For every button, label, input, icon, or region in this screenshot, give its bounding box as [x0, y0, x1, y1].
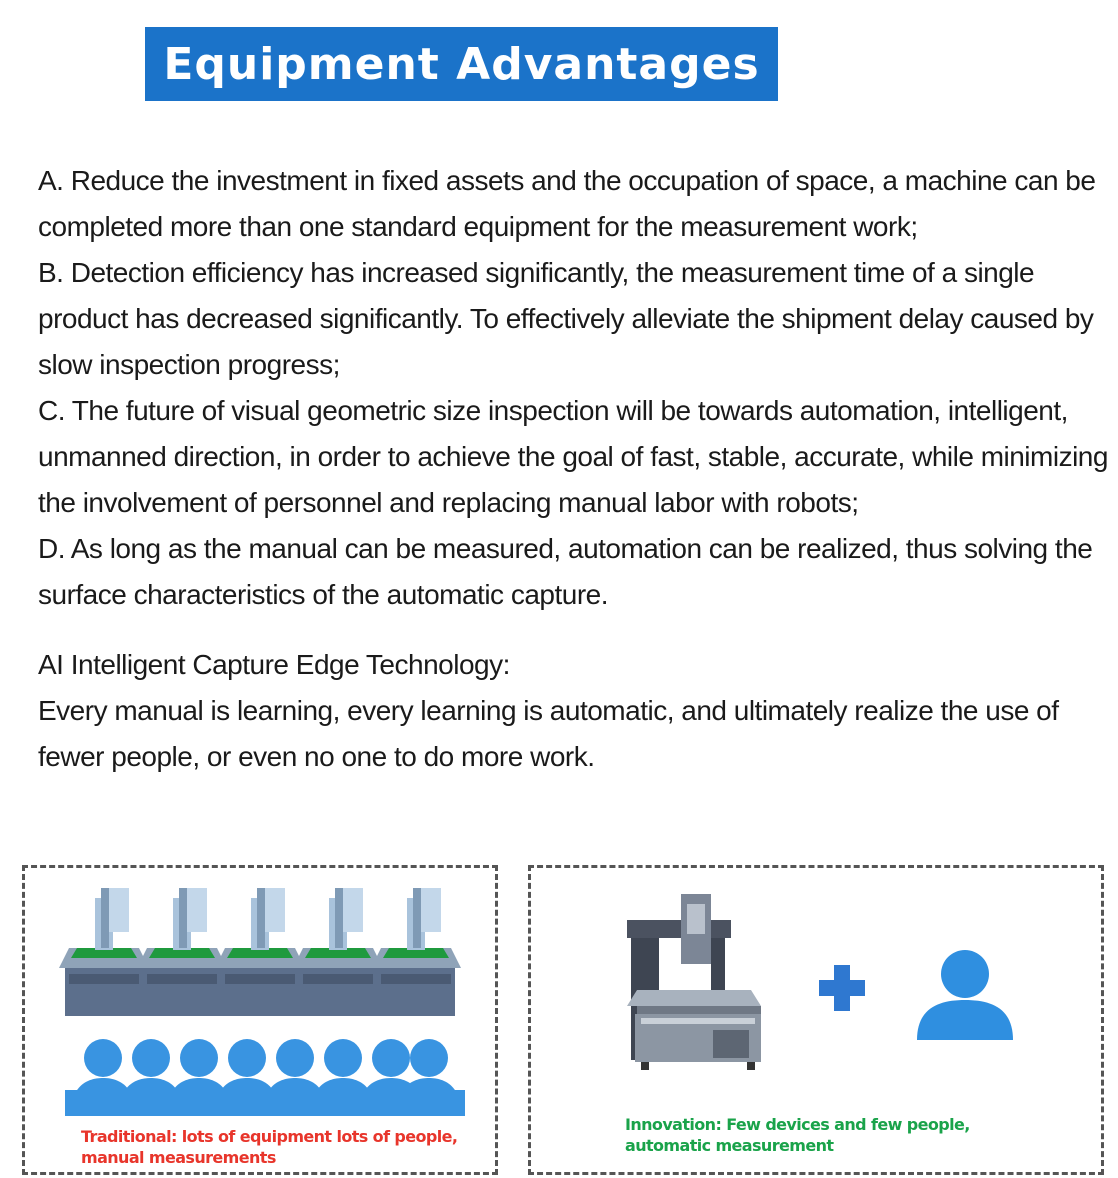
page-title: Equipment Advantages — [145, 27, 778, 101]
traditional-panel — [22, 865, 498, 1175]
innovation-caption: Innovation: Few devices and few people, automatic measurement — [625, 1115, 970, 1155]
person-icon — [65, 1039, 465, 1116]
advantage-a: A. Reduce the investment in fixed assets and the occupation of space, a machine can be completed more than one standard equipment for the measurement work; — [38, 165, 1096, 242]
advantage-d: D. As long as the manual can be measured, automation can be realized, thus solving the surface characteristics of the automatic capture. — [38, 533, 1093, 610]
person-icon — [917, 950, 1013, 1040]
ai-heading: AI Intelligent Capture Edge Technology: — [38, 649, 510, 680]
advantages-text — [38, 158, 1114, 780]
measuring-machine-icon — [627, 894, 761, 1070]
plus-icon — [819, 965, 865, 1011]
measuring-machine-icon — [59, 888, 461, 1016]
ai-text: Every manual is learning, every learning is automatic, and ultimately realize the use of fewer people, or even no one to do more work. — [38, 695, 1059, 772]
advantage-b: B. Detection efficiency has increased significantly, the measurement time of a single product has decreased significantly. To effectively alleviate the shipment delay caused by slow inspection progress; — [38, 257, 1094, 380]
advantage-c: C. The future of visual geometric size inspection will be towards automation, intelligent, unmanned direction, in order to achieve the goal of fast, stable, accurate, while minimizing the involvement of personnel and replacing manual labor with robots; — [38, 395, 1108, 518]
traditional-caption: Traditional: lots of equipment lots of people, manual measurements — [81, 1127, 458, 1167]
innovation-panel — [528, 865, 1104, 1175]
